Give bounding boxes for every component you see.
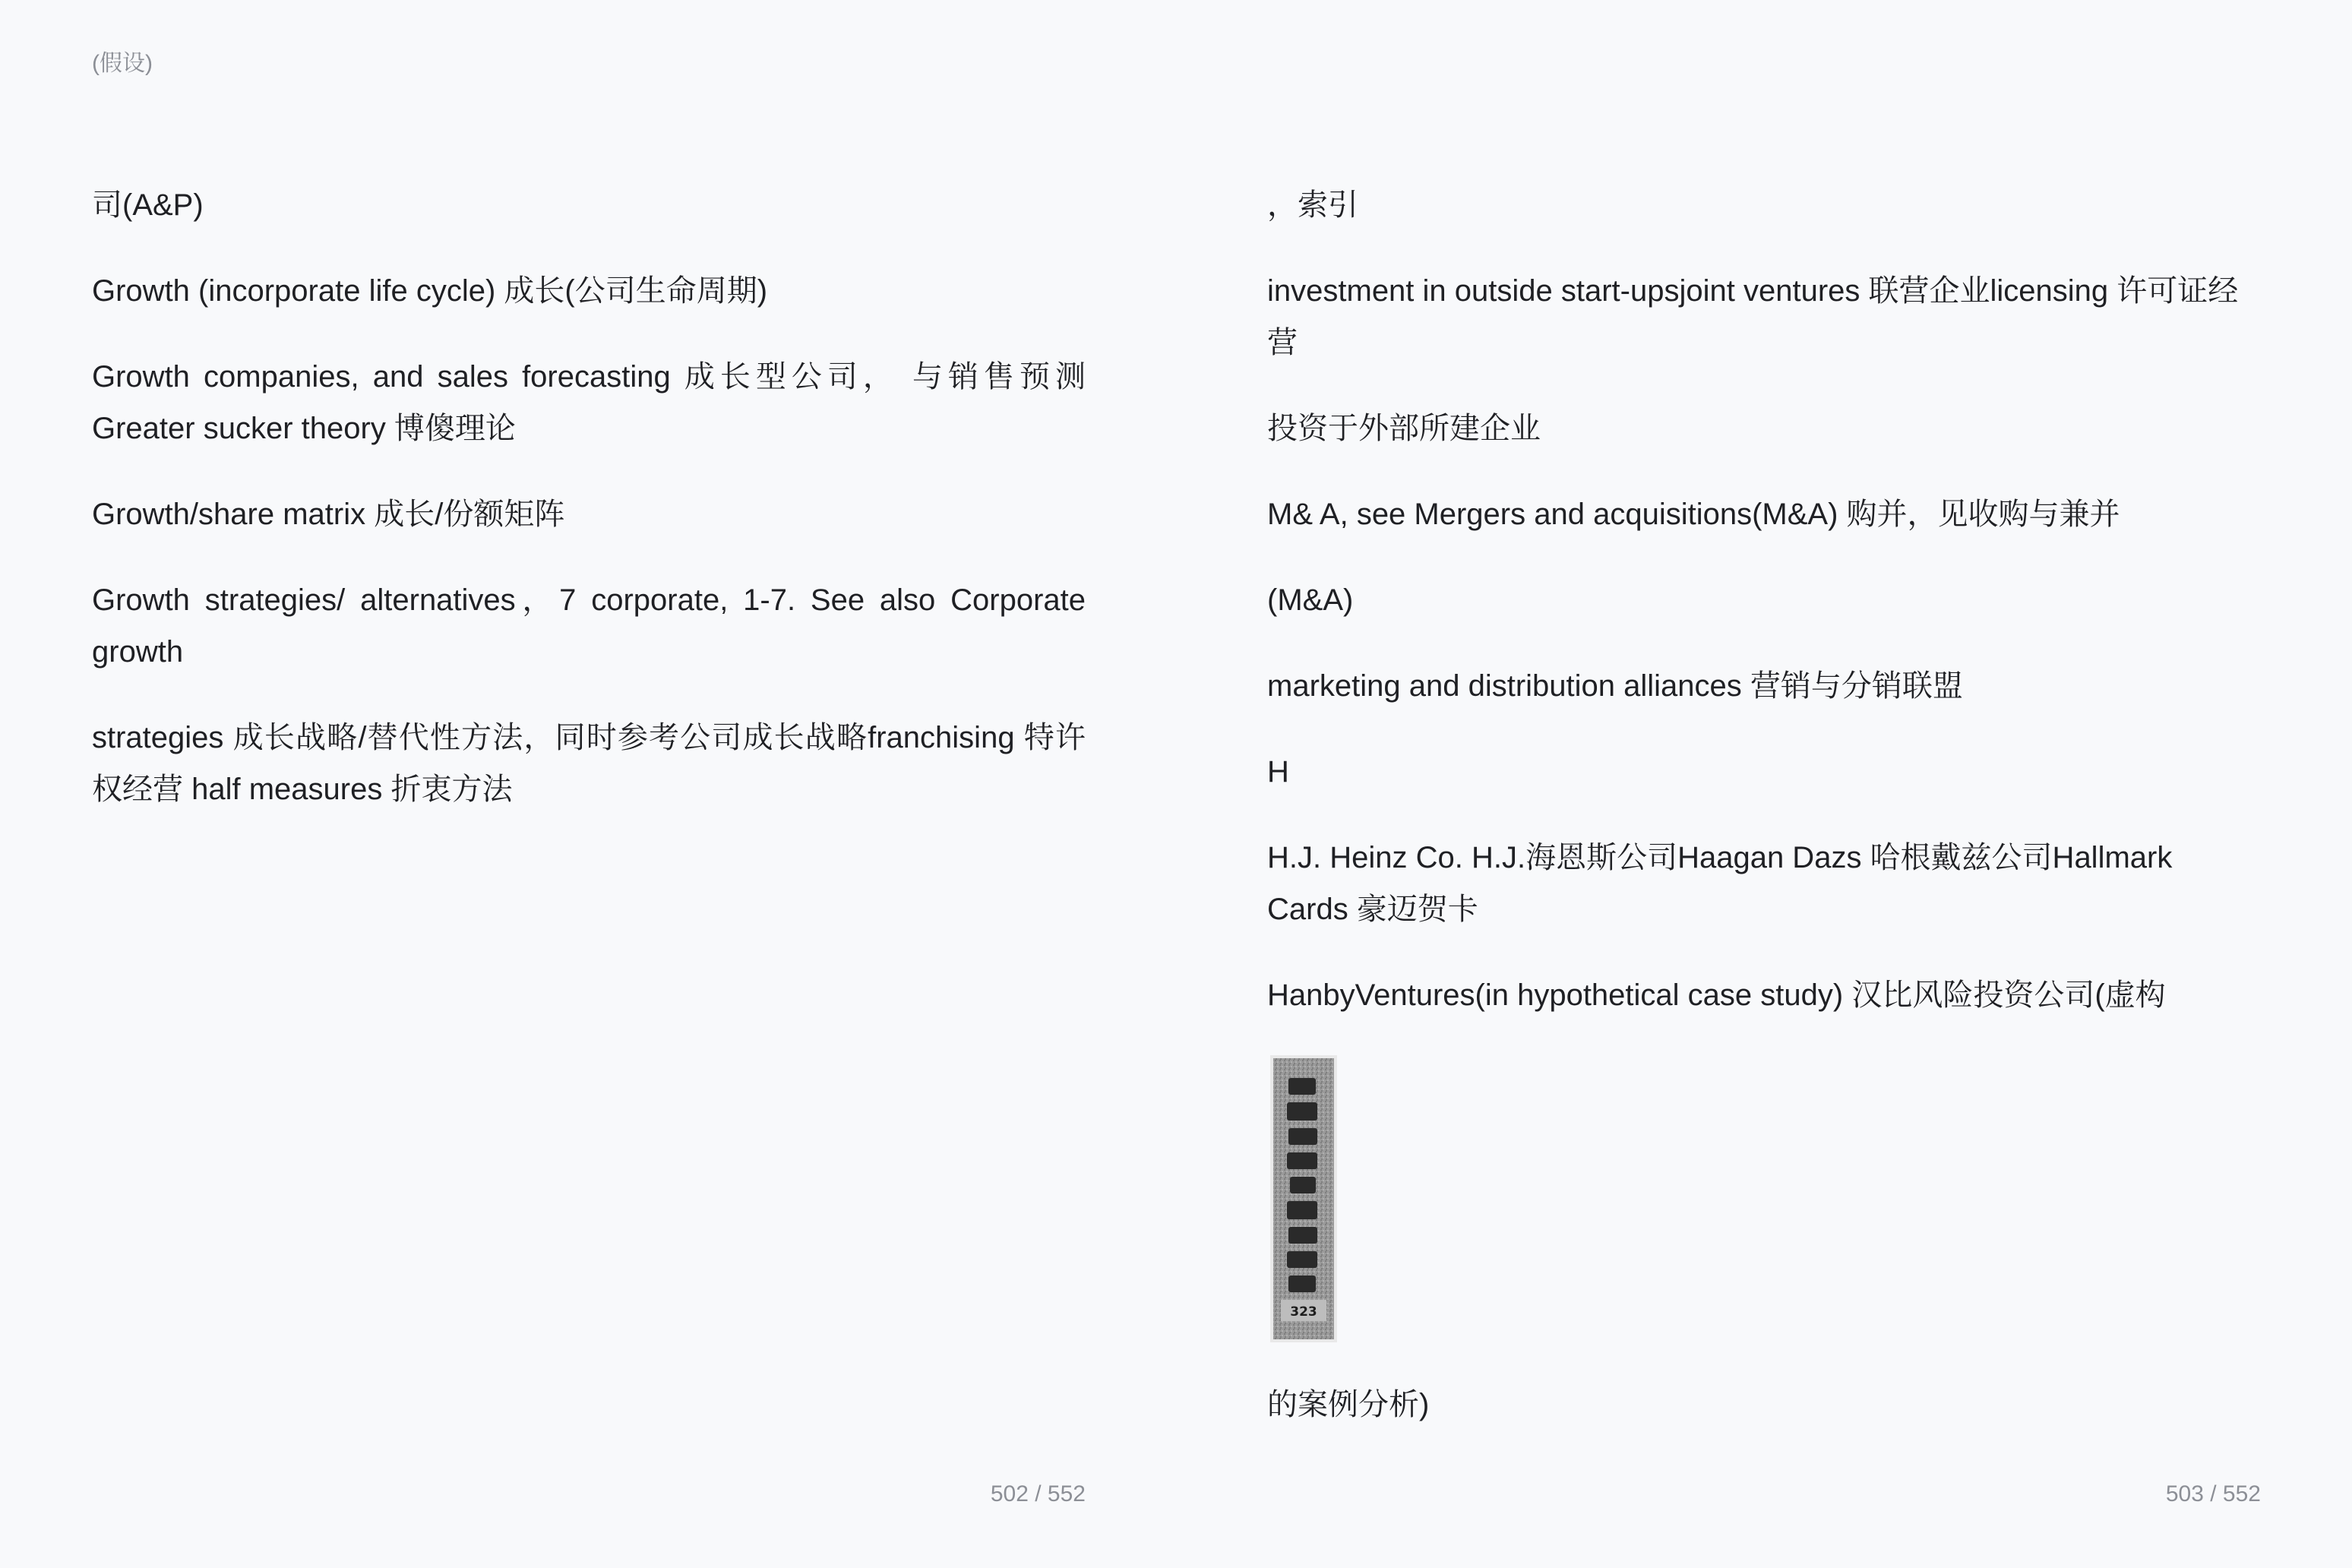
index-entry: strategies 成长战略/替代性方法，同时参考公司成长战略franchising 特许权经营 half measures 折衷方法 bbox=[92, 721, 1086, 806]
index-entry: Growth/share matrix 成长/份额矩阵 bbox=[92, 498, 565, 531]
page-number-left: 502 / 552 bbox=[990, 1481, 1086, 1506]
index-entry: ，索引 bbox=[1267, 188, 1358, 222]
index-entry: 司(A&P) bbox=[92, 188, 204, 222]
index-letter-heading: H bbox=[1267, 755, 1289, 789]
header-tag: (假设) bbox=[92, 51, 153, 76]
index-entry: HanbyVentures(in hypothetical case study) 汉比风险投资公司(虚构 bbox=[1267, 978, 2166, 1012]
scanned-book-spine-image bbox=[1270, 1055, 1337, 1342]
right-page bbox=[1267, 179, 2261, 1465]
index-entry: investment in outside start-upsjoint ventures 联营企业licensing 许可证经营 bbox=[1267, 274, 2239, 359]
index-entry: Growth strategies/ alternatives，7 corporate, 1-7. See also Corporate growth bbox=[92, 583, 1086, 669]
index-entry: M& A, see Mergers and acquisitions(M&A) 购并，见收购与兼并 bbox=[1267, 498, 2120, 531]
index-entry: 投资于外部所建企业 bbox=[1267, 412, 1541, 445]
stamp-number: 323 bbox=[1290, 1304, 1317, 1320]
index-entry: Growth companies, and sales forecasting 成长型公司， 与销售预测 Greater sucker theory 博傻理论 bbox=[92, 360, 1086, 445]
left-page bbox=[92, 179, 1086, 849]
index-entry: marketing and distribution alliances 营销与分销联盟 bbox=[1267, 669, 1963, 703]
index-entry: (M&A) bbox=[1267, 583, 1354, 617]
page-number-right: 503 / 552 bbox=[2165, 1481, 2261, 1506]
index-entry: 的案例分析) bbox=[1267, 1388, 1430, 1421]
index-entry: Growth (incorporate life cycle) 成长(公司生命周期) bbox=[92, 274, 768, 308]
index-entry: H.J. Heinz Co. H.J.海恩斯公司Haagan Dazs 哈根戴兹公司Hallmark Cards 豪迈贺卡 bbox=[1267, 841, 2173, 926]
